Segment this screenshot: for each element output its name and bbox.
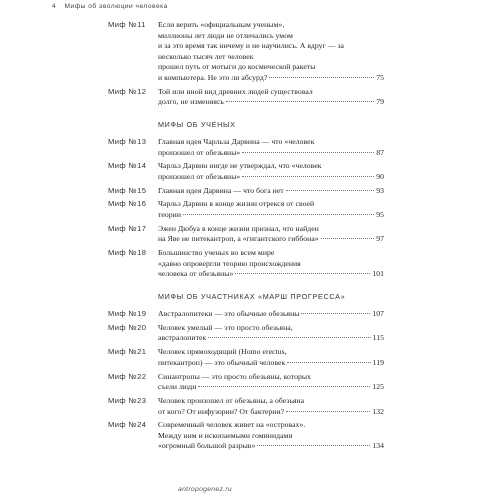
toc-entry[interactable]	[108, 248, 384, 280]
dot-leader	[257, 445, 370, 446]
toc-entry[interactable]	[108, 347, 384, 368]
entry-last-line	[158, 97, 384, 108]
page-ref[interactable]: 107	[372, 309, 384, 318]
entry-title-line: и компьютера. Не это ли абсурд?	[158, 72, 268, 82]
entry-title	[158, 396, 384, 417]
myth-number: Миф №15	[108, 185, 147, 195]
entry-last-line	[158, 358, 384, 369]
toc-entry[interactable]	[108, 323, 384, 344]
entry-title	[158, 137, 384, 158]
toc-group-scientists	[108, 137, 384, 280]
myth-number: Миф №11	[108, 20, 146, 29]
page-ref[interactable]: 101	[372, 269, 384, 279]
myth-number: Миф №22	[108, 371, 147, 381]
entry-title-line: Главная идея Чарльза Дарвина — что «человек	[158, 136, 315, 146]
myth-number: Миф №14	[108, 161, 147, 171]
myth-number: Миф №24	[108, 420, 147, 430]
entry-title	[158, 309, 384, 320]
entry-title-line: произошел от обезьяны»	[158, 147, 241, 157]
dot-leader	[208, 337, 370, 338]
toc-entry[interactable]	[108, 87, 384, 108]
entry-title	[158, 87, 384, 108]
myth-number: Миф №17	[108, 223, 147, 233]
section-heading-march-of-progress: МИФЫ ОБ УЧАСТНИКАХ «МАРШ ПРОГРЕССА»	[158, 292, 346, 301]
entry-title-line: миллионы лет люди не отличались умом	[158, 30, 293, 40]
dot-leader	[269, 77, 374, 78]
dot-leader	[286, 411, 370, 412]
page-number: 4	[52, 3, 57, 10]
toc-entry[interactable]	[108, 396, 384, 417]
entry-title-line: произошел от обезьяны»	[158, 171, 241, 181]
dot-leader	[321, 238, 375, 239]
myth-number: Миф №18	[108, 248, 147, 258]
entry-title-line: съели люди	[158, 382, 197, 392]
entry-title-line: Современный человек живет на «островах».	[158, 420, 306, 430]
toc-entry[interactable]	[108, 309, 384, 320]
entry-last-line	[158, 441, 384, 452]
entry-title-line: Человек прямоходящий (Homo erectus,	[158, 347, 287, 357]
entry-title-line: Если верить «официальным ученым»,	[158, 20, 285, 29]
entry-last-line	[158, 73, 384, 84]
page-ref[interactable]: 87	[376, 147, 384, 157]
entry-title-line: Синантропы — это просто обезьяны, которых	[158, 371, 312, 381]
entry-last-line	[158, 309, 384, 320]
entry-title-line: питекантроп) — это обычный человек	[158, 357, 286, 367]
entry-title	[158, 161, 384, 182]
dot-leader	[301, 313, 370, 314]
entry-title	[158, 420, 384, 452]
toc-entry[interactable]	[108, 186, 384, 197]
entry-last-line	[158, 186, 384, 197]
toc-entry[interactable]	[108, 372, 384, 393]
entry-title-line: Эжен Дюбуа в конце жизни признал, что найден	[158, 223, 319, 233]
toc-entry[interactable]	[108, 420, 384, 452]
entry-title-line: от кого? От инфузории? От бактерии?	[158, 406, 285, 416]
myth-number: Миф №13	[108, 136, 147, 146]
myth-number: Миф №23	[108, 395, 147, 405]
entry-last-line	[158, 234, 384, 245]
page-ref[interactable]: 79	[376, 97, 384, 107]
dot-leader	[286, 190, 375, 191]
table-of-contents	[108, 20, 384, 455]
dot-leader	[183, 214, 374, 215]
entry-title	[158, 224, 384, 245]
page-ref[interactable]: 119	[372, 357, 384, 367]
entry-title-line: человека от обезьяны»	[158, 269, 234, 279]
footer-site[interactable]: antropogenez.ru	[178, 486, 233, 493]
toc-group-march-of-progress	[108, 309, 384, 452]
page-ref[interactable]: 132	[372, 406, 384, 416]
entry-title-line: Главная идея Дарвина — что бога нет	[158, 185, 284, 195]
page-ref[interactable]: 115	[372, 333, 384, 343]
entry-last-line	[158, 269, 384, 280]
entry-title-line: «огромный большой разрыв»	[158, 441, 256, 451]
entry-title-line: австралопитек	[158, 333, 207, 343]
entry-last-line	[158, 407, 384, 418]
page-ref[interactable]: 97	[376, 234, 384, 244]
toc-entry[interactable]	[108, 161, 384, 182]
entry-last-line	[158, 210, 384, 221]
myth-number: Миф №21	[108, 347, 147, 357]
dot-leader	[242, 176, 374, 177]
entry-title-line: теории	[158, 210, 181, 220]
entry-last-line	[158, 148, 384, 159]
page-ref[interactable]: 95	[376, 210, 384, 220]
page-ref[interactable]: 90	[376, 171, 384, 181]
running-head	[52, 3, 168, 10]
entry-title-line: «давно опровергли теорию происхождения	[158, 258, 301, 268]
entry-last-line	[158, 172, 384, 183]
myth-number: Миф №20	[108, 322, 147, 332]
page-ref[interactable]: 93	[376, 185, 384, 195]
section-heading-scientists: МИФЫ ОБ УЧЕНЫХ	[158, 119, 236, 129]
toc-entry[interactable]	[108, 137, 384, 158]
entry-title-line: Человек умелый — это просто обезьяна,	[158, 322, 293, 332]
entry-title-line: несколько тысяч лет человек	[158, 51, 254, 61]
myth-number: Миф №12	[108, 86, 147, 96]
entry-title-line: долго, не изменяясь	[158, 97, 224, 107]
dot-leader	[242, 152, 374, 153]
entry-title-line: Чарльз Дарвин нигде не утверждал, что «человек	[158, 161, 322, 171]
dot-leader	[287, 362, 370, 363]
dot-leader	[235, 273, 370, 274]
entry-title-line: Австралопитеки — это обычные обезьяны	[158, 309, 300, 318]
dot-leader	[226, 101, 374, 102]
dot-leader	[198, 386, 370, 387]
entry-title-line: Той или иной вид древних людей существовал	[158, 86, 313, 96]
toc-entry[interactable]	[108, 20, 384, 84]
page-ref[interactable]: 134	[372, 441, 384, 451]
entry-title-line: прошел путь от мотыги до космической ракеты	[158, 62, 316, 72]
entry-title-line: Между ним и ископаемыми гоминидами	[158, 430, 293, 440]
entry-title	[158, 186, 384, 197]
entry-title-line: Чарльз Дарвин в конце жизни отрекся от своей	[158, 199, 315, 209]
entry-title	[158, 248, 384, 280]
entry-title	[158, 323, 384, 344]
entry-last-line	[158, 333, 384, 344]
entry-last-line	[158, 382, 384, 393]
entry-title	[158, 199, 384, 220]
page-ref[interactable]: 125	[372, 382, 384, 392]
entry-title-line: Большинство ученых во всем мире	[158, 248, 275, 258]
entry-title-line: и за это время так ничему и не научились. А вдруг — за	[158, 41, 344, 51]
running-head-title: Мифы об эволюции человека	[64, 3, 168, 10]
myth-number: Миф №16	[108, 199, 147, 209]
entry-title-line: Человек произошел от обезьяны, а обезьяна	[158, 395, 305, 405]
myth-number: Миф №19	[108, 309, 147, 318]
entry-title-line: на Яве не питекантроп, а «гигантского гиббона»	[158, 234, 319, 244]
entry-title	[158, 20, 384, 84]
entry-title	[158, 372, 384, 393]
entry-title	[158, 347, 384, 368]
toc-entry[interactable]	[108, 199, 384, 220]
toc-group-top	[108, 20, 384, 108]
toc-entry[interactable]	[108, 224, 384, 245]
page-ref[interactable]: 75	[376, 72, 384, 82]
